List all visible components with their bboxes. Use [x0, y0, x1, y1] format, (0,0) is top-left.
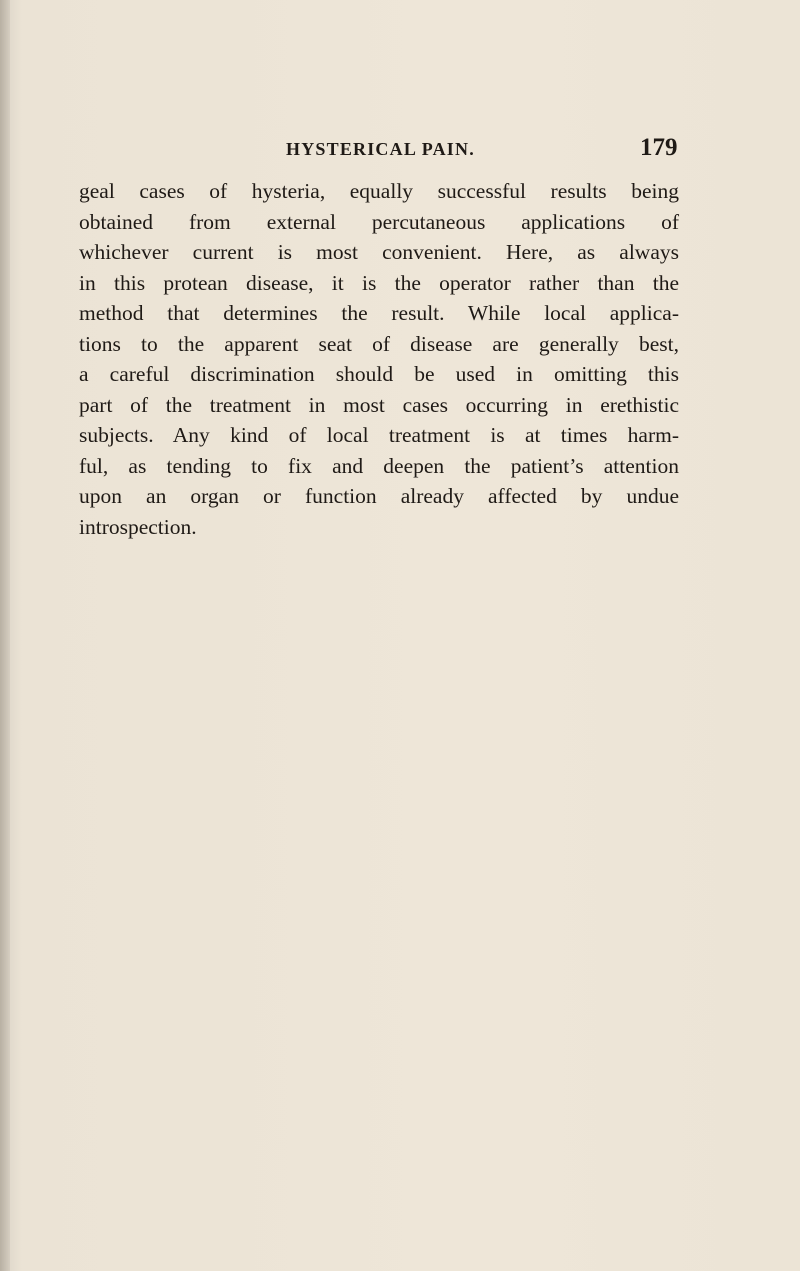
text-line: geal cases of hysteria, equally successful results being [79, 179, 679, 203]
running-title: HYSTERICAL PAIN. [286, 139, 475, 159]
text-line: ful, as tending to fix and deepen the patient’s attention [79, 453, 679, 478]
text-line: tions to the apparent seat of disease are generally best, [79, 331, 679, 356]
text-line: obtained from external percutaneous applications of [79, 209, 679, 234]
text-line: introspection. [79, 514, 197, 539]
text-line: subjects. Any kind of local treatment is at times harm- [79, 423, 679, 447]
page-number: 179 [640, 134, 678, 161]
text-line: method that determines the result. While local applica- [79, 301, 679, 325]
text-line: a careful discrimination should be used in omitting this [79, 362, 679, 386]
text-line: whichever current is most convenient. Here, as always [79, 240, 679, 264]
page-edge-shadow [0, 0, 10, 1271]
running-head [0, 134, 800, 174]
text-line: part of the treatment in most cases occurring in erethistic [79, 392, 679, 417]
body-paragraph [79, 176, 679, 542]
text-line: in this protean disease, it is the operator rather than the [79, 270, 679, 295]
text-line: upon an organ or function already affected by undue [79, 484, 679, 508]
